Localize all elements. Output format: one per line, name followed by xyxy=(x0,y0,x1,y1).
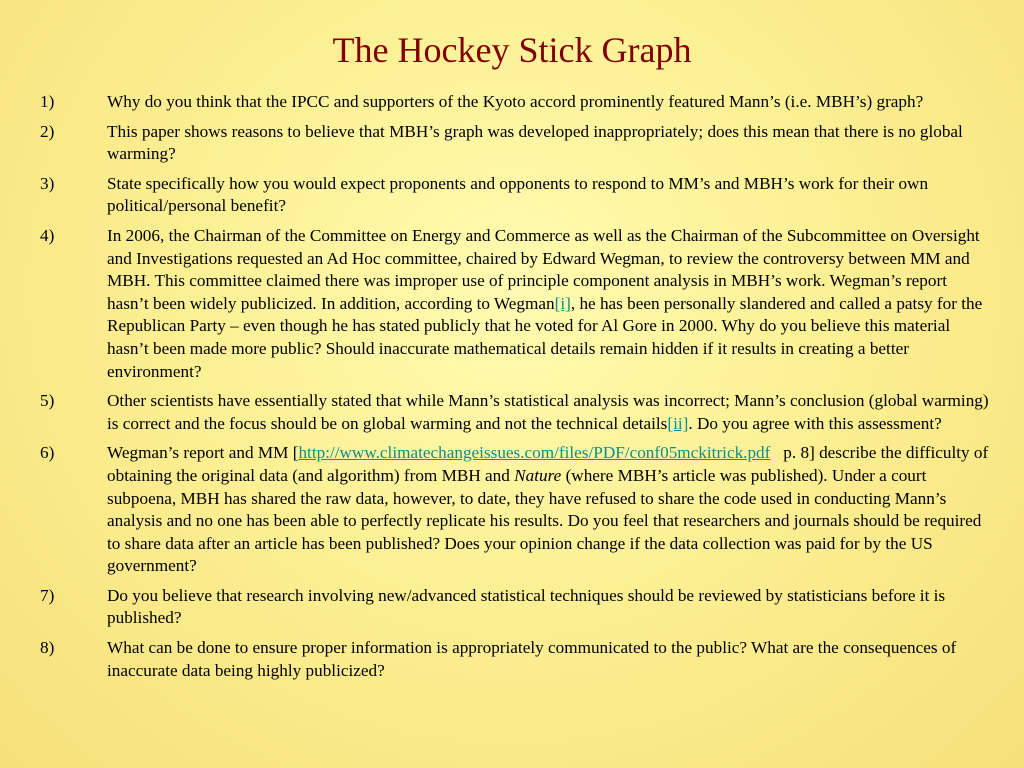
footnote-link-i[interactable]: [i] xyxy=(554,293,571,313)
question-text-middle: p. 8] describe the difficulty of obtaining the original data (and algorithm) from MBH and xyxy=(107,443,993,485)
question-text: Why do you think that the IPCC and supporters of the Kyoto accord prominently featured Mann’s (i.e. MBH’s) graph? xyxy=(107,92,924,111)
question-list xyxy=(40,91,993,689)
question-number: 2) xyxy=(40,121,55,141)
reference-url-link[interactable]: http://www.climatechangeissues.com/files/PDF/conf05mckitrick.pdf xyxy=(298,443,771,463)
question-text-continued: (where MBH’s article was published). Under a court subpoena, MBH has shared the raw data, however, to date, they have refused to share the code used in conducting Mann’s analysis and no one has been able to perfectly replicate his results. Do you feel that researchers and journals should be required to share data after an article has been published? Does your opinion change if the data collection was paid for by the US government? xyxy=(107,465,982,576)
question-text: Wegman’s report and MM [ xyxy=(107,443,299,463)
question-number: 3) xyxy=(40,173,55,193)
question-number: 1) xyxy=(40,92,55,111)
question-text-continued: . Do you agree with this assessment? xyxy=(688,413,942,433)
journal-name: Nature xyxy=(514,465,562,485)
question-number: 7) xyxy=(40,585,55,605)
question-number: 6) xyxy=(40,443,55,463)
question-number: 5) xyxy=(40,391,55,411)
question-item-8 xyxy=(40,637,990,682)
slide-title: The Hockey Stick Graph xyxy=(332,30,692,70)
question-item-3 xyxy=(40,173,990,218)
question-item-4 xyxy=(40,225,990,383)
question-item-2 xyxy=(40,121,990,166)
question-item-5 xyxy=(40,390,990,435)
question-item-7 xyxy=(40,585,990,630)
question-text: Do you believe that research involving new/advanced statistical techniques should be reviewed by statisticians before it is published? xyxy=(107,585,946,628)
footnote-link-ii[interactable]: [ii] xyxy=(667,413,689,433)
question-text: This paper shows reasons to believe that MBH’s graph was developed inappropriately; does this mean that there is no global warming? xyxy=(107,121,963,164)
question-number: 8) xyxy=(40,638,55,658)
question-text-continued: , he has been personally slandered and called a patsy for the Republican Party – even though he has stated publicly that he voted for Al Gore in 2000. Why do you believe this material hasn’t been made more public? Should inaccurate mathematical details remain hidden if it results in creating a better environment? xyxy=(107,293,983,381)
question-text: Other scientists have essentially stated that while Mann’s statistical analysis was incorrect; Mann’s conclusion (global warming) is correct and the focus should be on global warming and not the technical details xyxy=(107,391,989,433)
question-text: What can be done to ensure proper information is appropriately communicated to the public? What are the consequences of inaccurate data being highly publicized? xyxy=(107,638,957,680)
question-number: 4) xyxy=(40,225,55,245)
question-item-6 xyxy=(40,442,993,578)
question-text: State specifically how you would expect proponents and opponents to respond to MM’s and MBH’s work for their own political/personal benefit? xyxy=(107,173,929,216)
question-text: In 2006, the Chairman of the Committee on Energy and Commerce as well as the Chairman of the Subcommittee on Oversight and Investigations requested an Ad Hoc committee, chaired by Edward Wegman, to review the controversy between MM and MBH. This committee claimed there was improper use of principle component analysis in MBH’s work. Wegman’s report hasn’t been widely publicized. In addition, according to Wegman xyxy=(107,225,980,313)
question-item-1 xyxy=(40,91,990,114)
